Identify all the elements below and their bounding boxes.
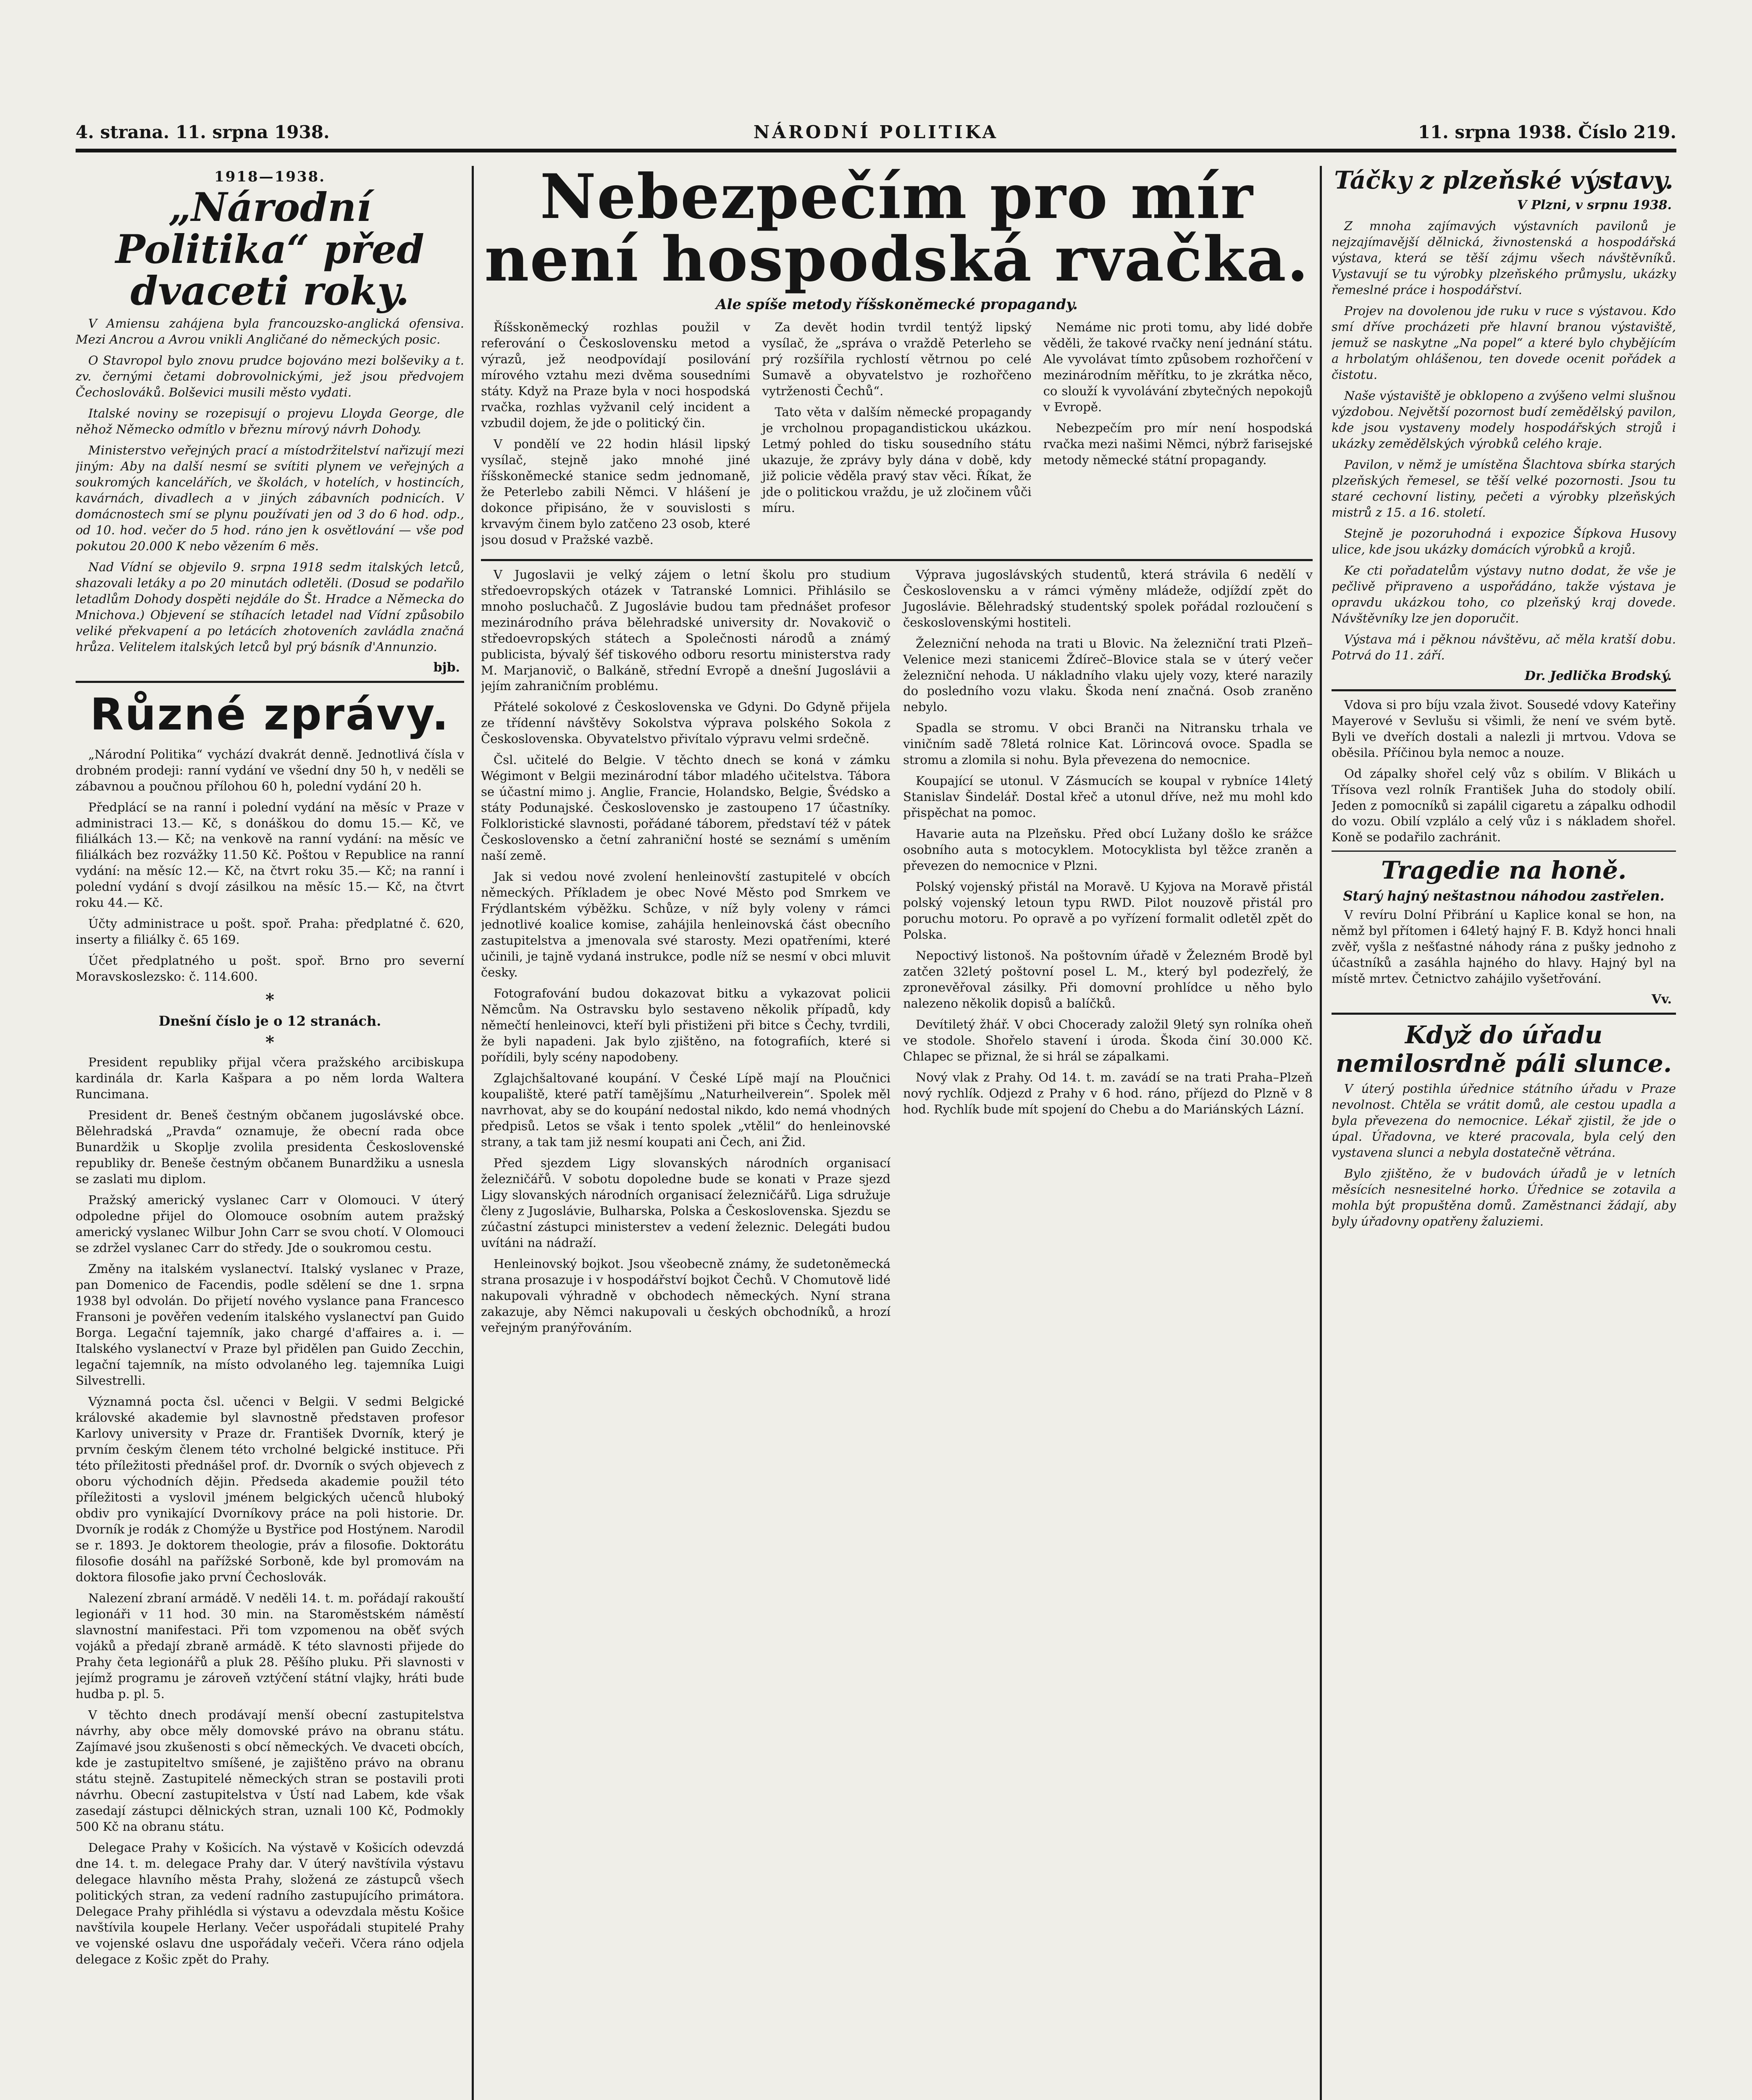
lead-article-column [1043, 320, 1313, 553]
short-news [481, 567, 1313, 1341]
news-paragraph: V Jugoslavii je velký zájem o letní školu pro studium středoevropských otázek v Tatranské Lomnici. Přihlásilo se mnoho posluchačů. Z Jugoslávie budou tam přednášet profesor mezinárodního práva bělehradské university dr. Novakovič o středoevropských státech a Společnosti národů a známý publicista, bývalý šéf tiskového odboru resortu ministerstva rady M. Marjanovič, o Balkáně, střední Evropě a dnešní Jugoslávii a jejím zahraničním problému. [481, 567, 890, 693]
exhibition-paragraph: Z mnoha zajímavých výstavních pavilonů je nejzajímavější dělnická, živnostenská a hospodářská výstava, která se těší zájmu všech návštěvníků. Vystavují se tu výrobky plzeňského průmyslu, ukázky řemeslné práce i hospodářství. [1332, 219, 1676, 297]
separator-star: * [265, 990, 274, 1010]
news-paragraph: Devítiletý žhář. V obci Chocerady založil 9letý syn rolníka oheň ve stodole. Shořelo stavení i úroda. Škoda činí 30.000 Kč. Chlapec se přiznal, že si hrál se zápalkami. [903, 1017, 1313, 1064]
page-number-date: 4. strana. 11. srpna 1938. [76, 122, 330, 142]
newspaper-title: NÁRODNÍ POLITIKA [753, 122, 999, 142]
issue-date-number: 11. srpna 1938. Číslo 219. [1418, 122, 1676, 142]
news-paragraph: Přátelé sokolové z Československa ve Gdyni. Do Gdyně přijela ze třídenní návštěvy Sokolstva výprava polského Sokola z Československa. Obyvatelstvo přivítalo výpravu velmi srdečně. [481, 700, 890, 746]
news-paragraph: Předplácí se na ranní i polední vydání na měsíc v Praze v administraci 13.— Kč, s donáškou do domu 15.— Kč, ve filiálkách 13.— Kč; na venkově na ranní vydání: na měsíc ve filiálkách bez rozvážky 11.50 Kč. Poštou v Republice na ranní vydání: na měsíc 12.— Kč, na čtvrt roku 35.— Kč; na ranní i polední vydání s dvojí zásilkou na měsíc 15.— Kč, na čtvrt roku 44.— Kč. [76, 800, 464, 910]
feature-paragraph: Ministerstvo veřejných prací a místodržitelství nařizují mezi jiným: Aby na další nesmí se svítiti plynem ve veřejných a soukromých kancelářích, ve školách, v hotelích, v hostincích, kavárnách, divadlech a v jiných zábavních podnicích. V domácnostech smí se plynu používati jen od 3 do 6 hod. odp., od 10. hod. večer do 5 hod. ráno jen k osvětlování — vše pod pokutou 20.000 K nebo vězením 6 měs. [76, 443, 464, 553]
news-paragraph: Nepoctivý listonoš. Na poštovním úřadě v Železném Brodě byl zatčen 32letý poštovní posel L. M., který byl podezřelý, že zpronevěřoval zásilky. Při domovní prohlídce u něho bylo nalezeno několik dopisů a balíčků. [903, 948, 1313, 1011]
news-paragraph: Spadla se stromu. V obci Branči na Nitransku trhala ve viničním sadě 78letá rolnice Kat. Lörincová ovoce. Spadla se stromu a zlomila si nohu. Byla převezena do nemocnice. [903, 721, 1313, 767]
lead-paragraph: Nebezpečím pro mír není hospodská rvačka mezi našimi Němci, nýbrž farisejské metody německé státní propagandy. [1043, 420, 1313, 467]
feature-paragraph: Nad Vídní se objevilo 9. srpna 1918 sedm italských letců, shazovali letáky a po 20 minutách odletěli. (Dosud se podařilo letadlům Dohody dospěti nejdále do Št. Hradce a Německa do Mnichova.) Objevení se stíhacích letadel nad Vídní způsobilo veliké překvapení a po letácích zhotoveních zavládla značná hrůza. Velitelem italských letců byl prý básník d'Annunzio. [76, 559, 464, 654]
lead-paragraph: Nemáme nic proti tomu, aby lidé dobře věděli, že takové rvačky není jednání státu. Ale vyvolávat tímto způsobem rozhořčení v mezinárodním měřítku, to je zkrátka něco, co slouží k vyvolávání zbytečných nepokojů v Evropě. [1043, 320, 1313, 414]
news-paragraph: Polský vojenský přistál na Moravě. U Kyjova na Moravě přistál polský vojenský letoun typu RWD. Pilot nouzově přistál pro poruchu motoru. Po opravě a po vyřízení formalit odletěl zpět do Polska. [903, 879, 1313, 942]
news-paragraph: Od zápalky shořel celý vůz s obilím. V Blikách u Třísova vezl rolník František Juha do stodoly obilí. Jeden z pomocníků si zapálil cigaretu a zápalku odhodil do vozu. Obilí vzplálo a celý vůz i s nákladem shořel. Koně se podařilo zachránit. [1332, 766, 1676, 845]
office-heat-title: Když do úřadu nemilosrdně páli slunce. [1335, 1021, 1672, 1078]
exhibition-title: Táčky z plzeňské výstavy. [1334, 166, 1673, 194]
section-divider [1332, 689, 1676, 691]
news-paragraph: Henleinovský bojkot. Jsou všeobecně známy, že sudetoněmecká strana prosazuje i v hospodářství bojkot Čechů. V Chomutově lidé nakupovali výhradně v obchodech německých. Nyní strana zakazuje, aby Němci nakupovali u českých obchodníků, a hrozí veřejným pranýřováním. [481, 1256, 890, 1335]
tragedy-signature: Vv. [1651, 992, 1672, 1007]
feature-body [76, 316, 464, 655]
office-heat-paragraph: Bylo zjištěno, že v budovách úřadů je v letních měsících nesnesitelné horko. Úřednice se zotavila a mohla být propuštěna domů. Zaměstnanci žádají, aby byly úřadovny opatřeny žaluziemi. [1332, 1166, 1676, 1229]
news-paragraph: Jak si vedou nové zvolení henleinovští zastupitelé v obcích německých. Příkladem je obec Nové Město pod Smrkem ve Frýdlantském výběžku. Schůze, v níž byly voleny v rámci jednotlivé koalice komise, zahájila henleinovská část obecního zastupitelstva a jmenovala své starosty. Mezi opatřeními, které učinili, je tajně vydaná instrukce, podle níž se nesmí v obci mluvit česky. [481, 869, 890, 980]
news-paragraph: Zglajchšaltované koupání. V České Lípě mají na Ploučnici koupaliště, které patří tamějšímu „Naturheilverein“. Spolek měl navrhovat, aby se do koupání nedostal nikdo, kdo nemá vhodných předpisů. Letos se však i tento spolek „vtělil“ do henleinovské strany, a tak tam již nesmí koupati ani Čech, ani Žid. [481, 1071, 890, 1150]
news-paragraph: President dr. Beneš čestným občanem jugoslávské obce. Bělehradská „Pravda“ oznamuje, že obecní rada obce Bunardžik u Skoplje zvolila presidenta Československé republiky dr. Beneše čestným občanem Bunardžiku a usnesla se zaslati mu diplom. [76, 1108, 464, 1186]
news-paragraph: Účet předplatného u pošt. spoř. Brno pro severní Moravskoslezsko: č. 114.600. [76, 953, 464, 984]
column-center [481, 166, 1313, 2100]
lead-paragraph: V pondělí ve 22 hodin hlásil lipský vysílač, stejně jako mnohé jiné říšskoněmecké stanice sedm jednomaně, že Peterlebo zabili Němci. V hlášení je dokonce připisáno, že v souvislosti s krvavým činem bylo zatčeno 23 osob, které jsou dosud v Pražské vazbě. [481, 436, 751, 547]
masthead [76, 122, 1676, 147]
feature-paragraph: O Stavropol bylo znovu prudce bojováno mezi bolševiky a t. zv. černými četami dobrovolnickými, jež jsou předvojem Čechoslováků. Bolševici musili město vydati. [76, 353, 464, 399]
news-paragraph: Významná pocta čsl. učenci v Belgii. V sedmi Belgické královské akademie byl slavnostně představen profesor Karlovy university v Praze dr. František Dvorník, který je prvním českým členem této vrcholné belgické instituce. Při této příležitosti přednášel prof. dr. Dvorník o svých objevech z oboru východních dějin. Předseda akademie použil této příležitosti a vyslovil jménem belgických učenců hluboký obdiv pro vynikající Dvorníkovy práce na poli historie. Dr. Dvorník je rodák z Chomýže u Bystřice pod Hostýnem. Narodil se r. 1893. Je doktorem theologie, práv a filosofie. Doktorátu filosofie dosáhl na pařížské Sorboně, kde byl promovám na doktora filosofie jako první Čechoslovák. [76, 1394, 464, 1584]
news-paragraph: Koupající se utonul. V Zásmucích se koupal v rybníce 14letý Stanislav Šindelář. Dostal křeč a utonul dříve, než mu mohl kdo přispěchat na pomoc. [903, 774, 1313, 820]
main-subheadline: Ale spíše metody říšskoněmecké propagandy. [716, 296, 1078, 313]
short-news-left [481, 567, 890, 1341]
section-divider [1332, 850, 1676, 852]
tragedy-paragraph: V revíru Dolní Přibrání u Kaplice konal se hon, na němž byl přítomen i 64letý hajný F. B. Když honci hnali zvěř, vyšla z nešťastné náhody rána z pušky jednoho z účastníků a zasáhla hajného do hlavy. Hajný byl na místě mrtev. Četnictvo zahájilo vyšetřování. [1332, 908, 1676, 986]
short-news-right [903, 567, 1313, 1341]
news-paragraph: Pražský americký vyslanec Carr v Olomouci. V úterý odpoledne přijel do Olomouce osobním autem pražský americký vyslanec Wilbur John Carr se svou chotí. V Olomouci se zdržel vyslanec Carr do středy. Jde o soukromou cestu. [76, 1193, 464, 1255]
section-divider [76, 681, 464, 683]
exhibition-paragraph: Naše výstaviště je obklopeno a zvýšeno velmi slušnou výzdobou. Největší pozornost budí zemědělský pavilon, kde jsou vystaveny modely hospodářských strojů i ukázky zemědělských výrobků celého kraje. [1332, 388, 1676, 451]
exhibition-paragraph: Projev na dovolenou jde ruku v ruce s výstavou. Kdo smí dříve procházeti pře hlavní branou výstaviště, jemuž se naskytne „Na popel“ a které bylo chybějícím a hrbolatým ohlášenou, ten dovede ocenit pořádek a čistotu. [1332, 303, 1676, 382]
lead-paragraph: Říšskoněmecký rozhlas použil v referování o Československu metod a výrazů, jež neodpovídají posilování mírového vztahu mezi dvěma sousedními státy. Když na Praze byla v noci hospodská rvačka, rozhlas vyžvanil celý incident a vzbudil dojem, že jde o politický čin. [481, 320, 751, 430]
masthead-rule [76, 149, 1676, 152]
exhibition-paragraph: Pavilon, v němž je umístěna Šlachtova sbírka starých plzeňských řemesel, se těší velké pozornosti. Jsou tu staré cechovní listiny, pečeti a výrobky plzeňských mistrů z 15. a 16. století. [1332, 457, 1676, 520]
anniversary-years: 1918—1938. [214, 168, 326, 185]
news-paragraph: Čsl. učitelé do Belgie. V těchto dnech se koná v zámku Wégimont v Belgii mezinárodní tábor mladého učitelstva. Tábora se účastní mimo j. Anglie, Francie, Holandsko, Belgie, Švédsko a státy Podunajské. Československo je zastoupeno 17 účastníky. Folkloristické slavnosti, pořádané táborem, představí též v pátek Československo a četní zahraniční hosté se seznámí s uměním naší země. [481, 753, 890, 863]
exhibition-paragraph: Výstava má i pěknou návštěvu, ač měla kratší dobu. Potrvá do 11. září. [1332, 632, 1676, 662]
news-heading: Různé zprávy. [90, 688, 450, 740]
column-divider [472, 166, 474, 2100]
news-paragraph: „Národní Politika“ vychází dvakrát denně. Jednotlivá čísla v drobném prodeji: ranní vydání ve všední dny 50 h, v neděli se zábavnou a poučnou přílohou 60 h, polední vydání 20 h. [76, 747, 464, 793]
lead-article [481, 320, 1313, 553]
news-paragraph: Nový vlak z Prahy. Od 14. t. m. zavádí se na trati Praha–Plzeň nový rychlík. Odjezd z Prahy v 6 hod. ráno, příjezd do Plzně v 8 hod. Rychlík bude mít spojení do Chebu a do Mariánských Lázní. [903, 1070, 1313, 1117]
exhibition-paragraph: Stejně je pozoruhodná i expozice Šípkova Husovy ulice, kde jsou ukázky domácích výrobků a krojů. [1332, 526, 1676, 556]
section-divider [481, 559, 1313, 561]
section-divider [1332, 1013, 1676, 1015]
lead-article-column [481, 320, 750, 553]
lead-paragraph: Za devět hodin tvrdil tentýž lipský vysílač, že „správa o vraždě Peterleho se prý rozšířila rychlostí větrnou po celé Sumavě a obyvatelstvo je rozhořčeno vytrženosti Čechů“. [762, 320, 1032, 398]
lead-article-column [762, 320, 1031, 553]
news-paragraph: Výprava jugoslávských studentů, která strávila 6 nedělí v Československu a v rámci výměny mládeže, odjíždí zpět do Jugoslávie. Bělehradský studentský spolek pořádal rozloučení s československými hostiteli. [903, 567, 1313, 630]
separator-star: * [265, 1032, 274, 1053]
feature-signature: bjb. [433, 660, 460, 675]
news-paragraph: V těchto dnech prodávají menší obecní zastupitelstva návrhy, aby obce měly domovské právo na obranu státu. Zajímavé jsou zkušenosti s obcí německých. Ve dvaceti obcích, kde je zastupiteltvo smíšené, je zajištěno právo na obranu státu stejně. Zastupitelé německých stran se postavili proti návrhu. Obecní zastupitelstva v Ústí nad Labem, kde však zasedají zástupci dělnických stran, uznali 100 Kč, Podmokly 500 Kč na obranu státu. [76, 1707, 464, 1834]
column-divider [1320, 166, 1322, 2100]
tragedy-title: Tragedie na honě. [1381, 856, 1627, 885]
news-paragraph: Účty administrace u pošt. spoř. Praha: předplatné č. 620, inserty a filiálky č. 65 169. [76, 916, 464, 947]
office-heat-paragraph: V úterý postihla úřednice státního úřadu v Praze nevolnost. Chtěla se vrátit domů, ale cestou upadla a byla převezena do nemocnice. Lékař zjistil, že jde o úpal. Úřadovna, ve které pracovala, byla celý den vystavena slunci a nebyla dostatečně větrána. [1332, 1082, 1676, 1160]
feature-title: „Národní Politika“ před dvaceti roky. [115, 184, 425, 315]
news-paragraph: Delegace Prahy v Košicích. Na výstavě v Košicích odevzdá dne 14. t. m. delegace Prahy dar. V úterý navštívila výstavu delegace hlavního města Prahy, složená ze zástupců všech politických stran, za vedení radního zastupujícího primátora. Delegace Prahy přihlédla si výstavu a odevzdala městu Košice navštívila koupele Herlany. Večer uspořádali stupitelé Prahy ve vojenské oslavu dne uspořádaly večeři. Včera ráno odjela delegace z Košic zpět do Prahy. [76, 1840, 464, 1966]
tragedy-subtitle: Starý hajný neštastnou náhodou zastřelen. [1343, 888, 1665, 904]
column-right [1332, 166, 1676, 2100]
news-paragraph: Před sjezdem Ligy slovanských národních organisací železničářů. V sobotu dopoledne bude se konati v Praze sjezd Ligy slovanských národních organisací železničářů. Liga sdružuje členy z Jugoslávie, Bulharska, Polska a Československa. Sjezdu se zúčastní zástupci ministerstev a vedení železnic. Delegáti budou uvítáni na nádraží. [481, 1156, 890, 1250]
pages-note: Dnešní číslo je o 12 stranách. [158, 1013, 381, 1029]
feature-paragraph: V Amiensu zahájena byla francouzsko-anglická ofensiva. Mezi Ancrou a Avrou vnikli Angličané do německých posic. [76, 316, 464, 346]
feature-paragraph: Italské noviny se rozepisují o projevu Lloyda George, dle něhož Německo odmítlo v březnu mírový návrh Dohody. [76, 406, 464, 436]
exhibition-dateline: V Plzni, v srpnu 1938. [1517, 198, 1672, 213]
lead-paragraph: Tato věta v dalším německé propagandy je vrcholnou propagandistickou ukázkou. Letmý pohled do tisku sousedního státu ukazuje, že zprávy byly dána v době, kdy již policie věděla pravý stav věci. Říkat, že jde o politickou vraždu, je už zločinem vůči míru. [762, 404, 1032, 515]
news-paragraph: Nalezení zbraní armádě. V neděli 14. t. m. pořádají rakouští legionáři v 11 hod. 30 min. na Staroměstském náměstí slavnostní manifestaci. Při tom vzpomenou na oběť svých vojáků a předají zbraně armádě. K této slavnosti přijede do Prahy četa legionářů a pluk 28. Pěšího pluku. Při slavnosti v jejímž programu je zároveň vztýčení státní vlajky, hráti bude hudba p. pl. 5. [76, 1591, 464, 1701]
column-left [76, 166, 464, 2100]
news-paragraph: Změny na italském vyslanectví. Italský vyslanec v Praze, pan Domenico de Facendis, podle sdělení se dne 1. srpna 1938 byl odvolán. Do přijetí nového vyslance pana Francesco Fransoni je pověřen vedením italského vyslanectví pan Guido Borga. Legační tajemník, jako chargé d'affaires a. i. — Italského vyslanectví v Praze byl přidělen pan Guido Zecchin, legační tajemník, na místo odvolaného leg. tajemníka Luigi Silvestrelli. [76, 1262, 464, 1388]
news-paragraph: Vdova si pro bíju vzala život. Sousedé vdovy Kateřiny Mayerové v Sevlušu si všimli, že není ve svém bytě. Byli ve dveřích dostali a nalezli ji mrtvou. Vdova se oběsila. Příčinou byla nemoc a nouze. [1332, 697, 1676, 760]
main-headline: Nebezpečím pro mír není hospodská rvačka. [484, 166, 1309, 295]
news-paragraph: Fotografování budou dokazovat bitku a vykazovat policii Němcům. Na Ostravsku bylo sestaveno několik případů, kdy němečtí henleinovci, kteří byli přistiženi při bitce s Čechy, tvrdili, že byli napadeni. Jak bylo zjištěno, na fotografiích, které si pořídili, byly scény napodobeny. [481, 986, 890, 1065]
exhibition-signature: Dr. Jedlička Brodský. [1524, 668, 1672, 683]
exhibition-paragraph: Ke cti pořadatelům výstavy nutno dodat, že vše je pečlivě připraveno a uspořádáno, takže výstava je opravdu ukázkou toho, co plzeňský kraj dovede. Návštěvníky lze jen doporučit. [1332, 563, 1676, 625]
news-paragraph: Železniční nehoda na trati u Blovic. Na železniční trati Plzeň–Velenice mezi stanicemi Ždíreč–Blovice stala se v úterý večer železniční nehoda. U nákladního vlaku ujely vozy, které narazily do posledního vozu vlaku. Škoda není značná. Osob zraněno nebylo. [903, 636, 1313, 714]
news-paragraph: President republiky přijal včera pražského arcibiskupa kardinála dr. Karla Kašpara a po něm lorda Waltera Runcimana. [76, 1055, 464, 1102]
news-paragraph: Havarie auta na Plzeňsku. Před obcí Lužany došlo ke srážce osobního auta s motocyklem. Motocyklista byl těžce zraněn a převezen do nemocnice v Plzni. [903, 827, 1313, 873]
